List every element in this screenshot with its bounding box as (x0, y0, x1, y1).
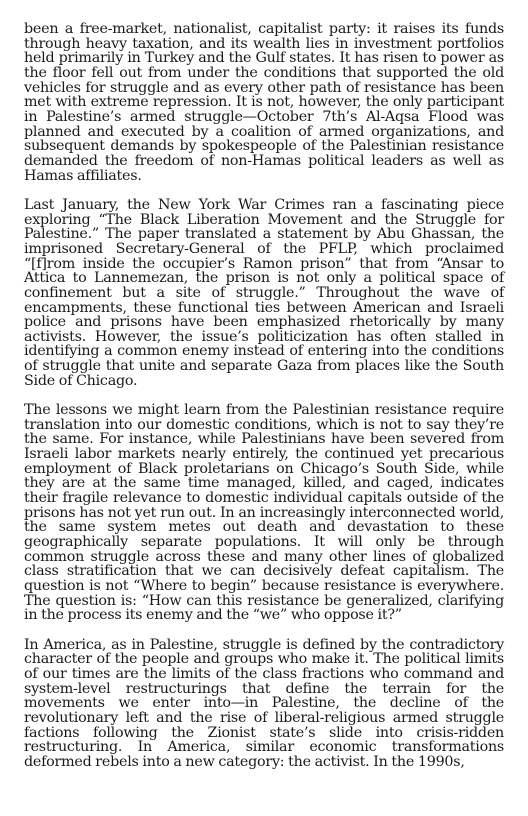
document-page (24, 22, 504, 784)
paragraph-3: The lessons we might learn from the Palestinian resistance require translation into our domestic conditions, which is not to say they’re the same. For instance, while Palestinians have been severed from Israeli labor markets nearly entirely, the continued yet precarious employment of Black proletarians on Chicago’s South Side, while they are at the same time managed, killed, and caged, indicates their fragile relevance to domestic individual capitals outside of the prisons has not yet run out. In an increasingly interconnected world, the same system metes out death and devastation to these geographically separate populations. It will only be through common struggle across these and many other lines of globalized class stratification that we can decisively defeat capitalism. The question is not “Where to begin” because resistance is everywhere. The question is: “How can this resistance be generalized, clarifying in the process its enemy and the “we” who oppose it?” (24, 402, 504, 624)
paragraph-4: In America, as in Palestine, struggle is defined by the contradictory character of the people and groups who make it. The political limits of our times are the limits of the class fractions who command and system-level restructurings that define the terrain for the movements we enter into—in Palestine, the decline of the revolutionary left and the rise of liberal-religious armed struggle factions following the Zionist state’s slide into crisis-ridden restructuring. In America, similar economic transformations deformed rebels into a new category: the activist. In the 1990s, (24, 636, 504, 770)
paragraph-1: been a free-market, nationalist, capitalist party: it raises its funds through heavy taxation, and its wealth lies in investment portfolios held primarily in Turkey and the Gulf states. It has risen to power as the floor fell out from under the conditions that supported the old vehicles for struggle and as every other path of resistance has been met with extreme repression. It is not, however, the only participant in Palestine’s armed struggle—October 7th’s Al-Aqsa Flood was planned and executed by a coalition of armed organizations, and subsequent demands by spokespeople of the Palestinian resistance demanded the freedom of non-Hamas political leaders as well as Hamas affiliates. (24, 21, 504, 184)
paragraph-2: Last January, the New York War Crimes ran a fascinating piece exploring “The Black Liberation Movement and the Struggle for Palestine.” The paper translated a statement by Abu Ghassan, the imprisoned Secretary-General of the PFLP, which proclaimed “[f]rom inside the occupier’s Ramon prison” that from “Ansar to Attica to Lannemezan, the prison is not only a political space of confinement but a site of struggle.” Throughout the wave of encampments, these functional ties between American and Israeli police and prisons have been emphasized rhetorically by many activists. However, the issue’s politicization has often stalled in identifying a common enemy instead of entering into the conditions of struggle that unite and separate Gaza from places like the South Side of Chicago. (24, 196, 504, 389)
